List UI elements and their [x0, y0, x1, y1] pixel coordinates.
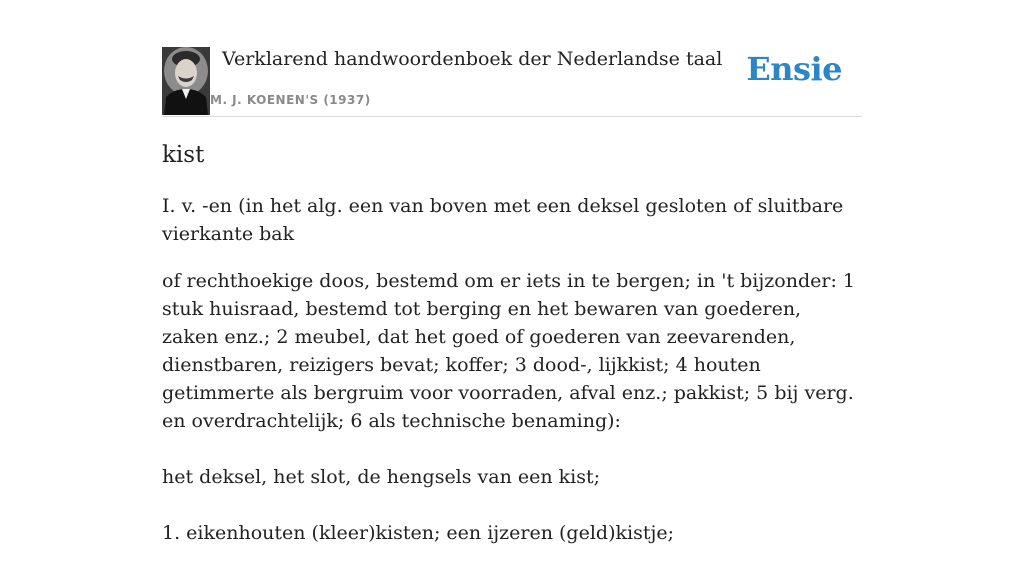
author-portrait-icon: [162, 47, 210, 115]
definition-paragraph: of rechthoekige doos, bestemd om er iets in te bergen; in 't bijzonder: 1 stuk huisraad, bestemd tot berging en het bewaren van goederen, zaken enz.; 2 meubel, dat het goed of goederen van zeevarenden, dienstbaren, reizigers bevat; koffer; 3 dood-, lijkkist; 4 houten getimmerte als bergruim voor voorraden, afval enz.; pakkist; 5 bij verg. en overdrachtelijk; 6 als technische benaming):: [162, 270, 855, 432]
example-paragraph: 1. eikenhouten (kleer)kisten; een ijzeren (geld)kistje;: [162, 522, 675, 544]
book-title: Verklarend handwoordenboek der Nederlandse taal: [222, 48, 723, 70]
book-subtitle: M. J. KOENEN'S (1937): [210, 93, 371, 107]
definition-paragraph: I. v. -en (in het alg. een van boven met een deksel gesloten of sluitbare vierkante bak: [162, 195, 844, 245]
entry-definition: [162, 192, 862, 566]
entry-headword: kist: [162, 142, 205, 168]
dictionary-header: [162, 46, 862, 117]
example-paragraph: het deksel, het slot, de hengsels van een kist;: [162, 466, 601, 488]
brand-logo[interactable]: Ensie: [746, 50, 842, 88]
